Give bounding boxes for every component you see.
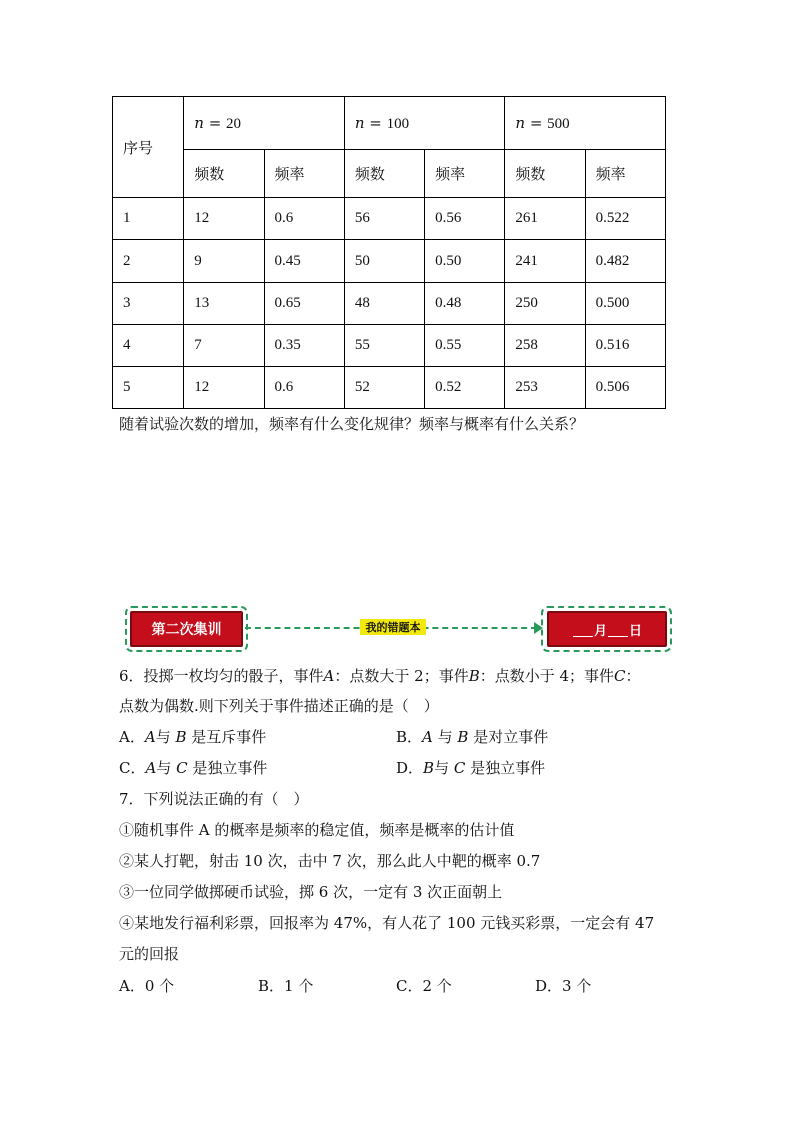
- table-cell-seq: 5: [113, 366, 184, 408]
- table-cell: 9: [184, 240, 264, 282]
- table-cell: 13: [184, 282, 264, 324]
- table-row: [113, 324, 666, 366]
- table-cell: 0.45: [264, 240, 344, 282]
- table-cell: 50: [344, 240, 424, 282]
- sub-header-count: 频数: [505, 150, 585, 198]
- q7-stem: 7．下列说法正确的有（ ）: [119, 790, 309, 808]
- q6-option-c: C．A与 C 是独立事件: [119, 759, 268, 777]
- group-header-2: n = 100: [344, 97, 505, 150]
- group-header-3: n = 500: [505, 97, 666, 150]
- header-seq: 序号: [113, 97, 184, 198]
- table-cell: 0.6: [264, 366, 344, 408]
- banner-date: 月 日: [547, 611, 667, 647]
- q6-option-b: B．A 与 B 是对立事件: [396, 728, 549, 746]
- table-cell-seq: 4: [113, 324, 184, 366]
- table-cell: 12: [184, 198, 264, 240]
- table-cell: 0.6: [264, 198, 344, 240]
- q6-line1: 6．投掷一枚均匀的骰子，事件A：点数大于 2；事件B：点数小于 4；事件C：: [119, 667, 641, 685]
- group-header-1: n = 20: [184, 97, 345, 150]
- q7-statement-2: ②某人打靶，射击 10 次，击中 7 次，那么此人中靶的概率 0.7: [119, 852, 541, 870]
- table-cell-seq: 2: [113, 240, 184, 282]
- table-cell: 48: [344, 282, 424, 324]
- table-cell: 52: [344, 366, 424, 408]
- q7-option-a: A．0 个: [119, 977, 175, 995]
- table-cell: 0.506: [585, 366, 665, 408]
- question-text: 随着试验次数的增加，频率有什么变化规律？频率与概率有什么关系？: [119, 415, 585, 433]
- table-cell: 0.50: [425, 240, 505, 282]
- table-cell: 261: [505, 198, 585, 240]
- table-cell: 253: [505, 366, 585, 408]
- q7-statement-1: ①随机事件 A 的概率是频率的稳定值，频率是概率的估计值: [119, 821, 515, 839]
- q6-option-a: A．A与 B 是互斥事件: [119, 728, 267, 746]
- table-cell: 0.500: [585, 282, 665, 324]
- table-cell: 0.35: [264, 324, 344, 366]
- table-cell-seq: 3: [113, 282, 184, 324]
- table-cell: 258: [505, 324, 585, 366]
- table-cell: 0.52: [425, 366, 505, 408]
- table-cell: 56: [344, 198, 424, 240]
- table-row: [113, 240, 666, 282]
- sub-header-count: 频数: [344, 150, 424, 198]
- q7-option-b: B．1 个: [258, 977, 314, 995]
- q7-option-c: C．2 个: [396, 977, 452, 995]
- table-cell: 12: [184, 366, 264, 408]
- sub-header-count: 频数: [184, 150, 264, 198]
- table-cell: 0.55: [425, 324, 505, 366]
- table-row: [113, 366, 666, 408]
- q6-option-d: D．B与 C 是独立事件: [396, 759, 546, 777]
- q7-statement-4: ④某地发行福利彩票，回报率为 47%，有人花了 100 元钱买彩票，一定会有 47: [119, 914, 655, 932]
- table-cell: 241: [505, 240, 585, 282]
- q7-statement-3: ③一位同学做掷硬币试验，掷 6 次，一定有 3 次正面朝上: [119, 883, 503, 901]
- sub-header-freq: 频率: [425, 150, 505, 198]
- table-cell: 0.522: [585, 198, 665, 240]
- banner-left-label: 第二次集训: [130, 611, 243, 647]
- table-cell: 0.65: [264, 282, 344, 324]
- frequency-table: [112, 96, 666, 409]
- table-cell: 0.516: [585, 324, 665, 366]
- table-cell: 55: [344, 324, 424, 366]
- table-cell: 0.48: [425, 282, 505, 324]
- banner-middle-label: 我的错题本: [360, 619, 426, 635]
- q6-line2: 点数为偶数.则下列关于事件描述正确的是（ ）: [119, 697, 439, 715]
- table-cell-seq: 1: [113, 198, 184, 240]
- q7-statement-4-cont: 元的回报: [119, 945, 180, 963]
- table-cell: 7: [184, 324, 264, 366]
- q7-option-d: D．3 个: [535, 977, 592, 995]
- table-row: [113, 198, 666, 240]
- sub-header-freq: 频率: [264, 150, 344, 198]
- table-cell: 0.56: [425, 198, 505, 240]
- table-cell: 0.482: [585, 240, 665, 282]
- sub-header-freq: 频率: [585, 150, 665, 198]
- table-row: [113, 282, 666, 324]
- table-cell: 250: [505, 282, 585, 324]
